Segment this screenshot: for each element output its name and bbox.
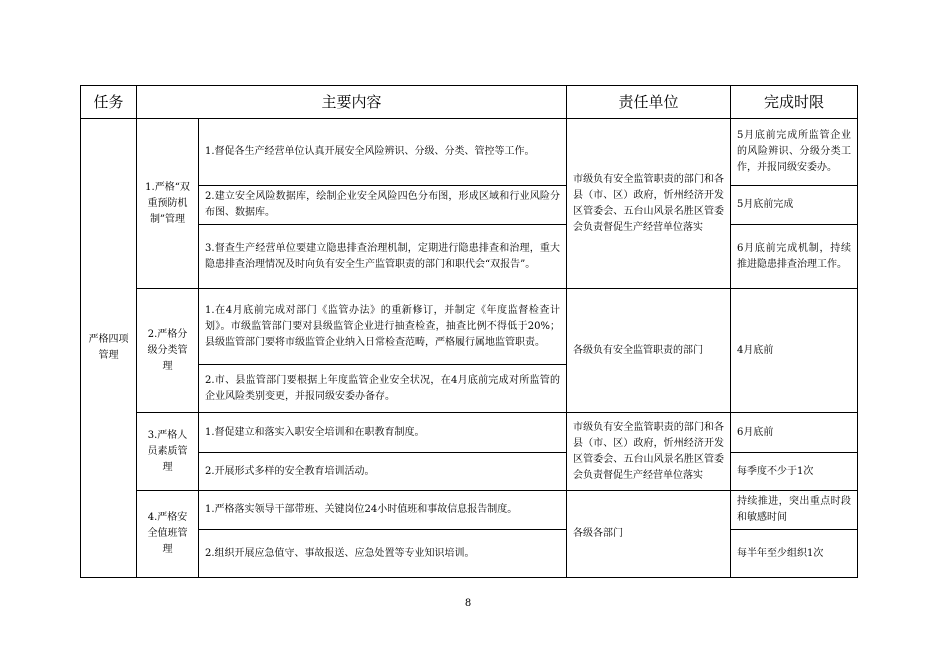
responsibility-cell: 各级负有安全监管职责的部门 <box>567 289 731 413</box>
table-row <box>81 491 858 530</box>
deadline-cell: 每半年至少组织1次 <box>731 530 858 578</box>
task-cell: 严格四项管理 <box>81 119 137 578</box>
deadline-cell: 6月底前 <box>731 413 858 453</box>
header-deadline: 完成时限 <box>731 86 858 119</box>
header-responsibility: 责任单位 <box>567 86 731 119</box>
deadline-cell: 5月底前完成所监管企业的风险辨识、分级分类工作，并报同级安委办。 <box>731 119 858 186</box>
table-row <box>81 413 858 453</box>
responsibility-cell: 各级各部门 <box>567 491 731 578</box>
content-cell: 2.市、县监管部门要根据上年度监管企业安全状况，在4月底前完成对所监管的企业风险类别变更，并报同级安委办备存。 <box>199 365 567 413</box>
responsibility-cell: 市级负有安全监管职责的部门和各县（市、区）政府，忻州经济开发区管委会、五台山风景名胜区管委会负责督促生产经营单位落实 <box>567 413 731 491</box>
table-row <box>81 289 858 365</box>
content-cell: 2.组织开展应急值守、事故报送、应急处置等专业知识培训。 <box>199 530 567 578</box>
category-cell: 1.严格“双重预防机制”管理 <box>137 119 199 289</box>
deadline-cell: 持续推进，突出重点时段和敏感时间 <box>731 491 858 530</box>
content-cell: 2.开展形式多样的安全教育培训活动。 <box>199 453 567 491</box>
header-task: 任务 <box>81 86 137 119</box>
category-cell: 4.严格安全值班管理 <box>137 491 199 578</box>
responsibility-cell: 市级负有安全监管职责的部门和各县（市、区）政府，忻州经济开发区管委会、五台山风景名胜区管委会负责督促生产经营单位落实 <box>567 119 731 289</box>
content-cell: 1.在4月底前完成对部门《监管办法》的重新修订，并制定《年度监督检查计划》。市级监管部门要对县级监管企业进行抽查检查，抽查比例不得低于20%；县级监管部门要将市级监管企业纳入日常检查范畴，严格履行属地监管职责。 <box>199 289 567 365</box>
content-cell: 2.建立安全风险数据库，绘制企业安全风险四色分布图，形成区域和行业风险分布图、数据库。 <box>199 186 567 225</box>
content-cell: 1.督促建立和落实入职安全培训和在职教育制度。 <box>199 413 567 453</box>
deadline-cell: 4月底前 <box>731 289 858 413</box>
header-content: 主要内容 <box>137 86 567 119</box>
task-table <box>80 85 858 578</box>
table-row <box>81 119 858 186</box>
content-cell: 1.督促各生产经营单位认真开展安全风险辨识、分级、分类、管控等工作。 <box>199 119 567 186</box>
header-row <box>81 86 858 119</box>
deadline-cell: 5月底前完成 <box>731 186 858 225</box>
content-cell: 1.严格落实领导干部带班、关键岗位24小时值班和事故信息报告制度。 <box>199 491 567 530</box>
content-cell: 3.督查生产经营单位要建立隐患排查治理机制，定期进行隐患排查和治理，重大隐患排查治理情况及时向负有安全生产监管职责的部门和职代会“双报告”。 <box>199 225 567 289</box>
page-number: 8 <box>464 598 472 609</box>
deadline-cell: 每季度不少于1次 <box>731 453 858 491</box>
deadline-cell: 6月底前完成机制，持续推进隐患排查治理工作。 <box>731 225 858 289</box>
category-cell: 2.严格分级分类管理 <box>137 289 199 413</box>
category-cell: 3.严格人员素质管理 <box>137 413 199 491</box>
